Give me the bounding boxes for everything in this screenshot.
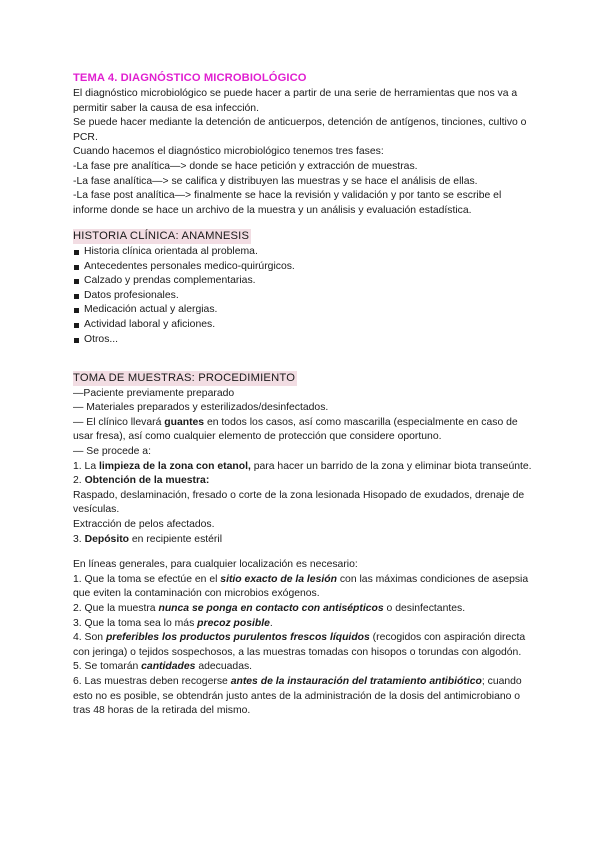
list-item: Datos profesionales. — [73, 289, 535, 304]
general-item: 4. Son preferibles los productos purulentos frescos líquidos (recogidos con aspiración directa con jeringa) o tejidos sospechosos, a las muestras tomadas con hisopos o torundas con algodón. — [73, 632, 526, 658]
toma-heading: TOMA DE MUESTRAS: PROCEDIMIENTO — [73, 372, 296, 385]
phase-post: -La fase post analítica—> finalmente se hace la revisión y validación y por tanto se escribe el informe donde se hace un archivo de la muestra y un análisis y evaluación estadística. — [73, 190, 502, 216]
emphasis: preferibles los productos purulentos frescos líquidos — [105, 632, 370, 644]
phase-pre: -La fase pre analítica—> donde se hace petición y extracción de muestras. — [73, 160, 418, 172]
general-section — [73, 558, 535, 719]
page-title: TEMA 4. DIAGNÓSTICO MICROBIOLÓGICO — [73, 72, 307, 84]
step-2-detail: Extracción de pelos afectados. — [73, 519, 215, 531]
toma-line: — Materiales preparados y esterilizados/desinfectados. — [73, 402, 329, 414]
historia-section — [73, 229, 535, 347]
toma-section — [73, 371, 535, 547]
general-item: 1. Que la toma se efectúe en el sitio exacto de la lesión con las máximas condiciones de asepsia que eviten la contaminación con microbios exógenos. — [73, 573, 529, 600]
general-item: 5. Se tomarán cantidades adecuadas. — [73, 661, 253, 673]
emphasis: Depósito — [84, 533, 130, 545]
intro-paragraph: Cuando hacemos el diagnóstico microbiológico tenemos tres fases: — [73, 146, 384, 158]
historia-heading: HISTORIA CLÍNICA: ANAMNESIS — [73, 230, 250, 243]
spacer — [73, 547, 535, 558]
historia-list — [73, 245, 535, 347]
toma-line: —Paciente previamente preparado — [73, 387, 235, 399]
emphasis: antes de la instauración del tratamiento antibiótico — [230, 675, 482, 687]
list-item: Medicación actual y alergias. — [73, 303, 535, 318]
emphasis: limpieza de la zona con etanol, — [99, 460, 251, 472]
general-item: 6. Las muestras deben recogerse antes de la instauración del tratamiento antibiótico; cuando esto no es posible, se obtendrán justo antes de la administración de la dosis del antimicrobiano o tras 48 horas de la retirada del mismo. — [73, 675, 522, 717]
step-2: 2. Obtención de la muestra: — [73, 475, 210, 487]
emphasis: nunca se ponga en contacto con antisépticos — [158, 603, 384, 614]
emphasis: guantes — [164, 416, 205, 428]
phase-analytic: -La fase analítica—> se califica y distribuyen las muestras y se hace el análisis de ellas. — [73, 175, 478, 187]
emphasis: cantidades — [141, 661, 196, 673]
list-item: Historia clínica orientada al problema. — [73, 245, 535, 260]
emphasis: sitio exacto de la lesión — [220, 573, 337, 585]
list-item: Otros... — [73, 333, 535, 348]
step-3: 3. Depósito en recipiente estéril — [73, 533, 223, 545]
spacer — [73, 218, 535, 229]
general-item: 2. Que la muestra nunca se ponga en contacto con antisépticos o desinfectantes. — [73, 603, 466, 614]
list-item: Calzado y prendas complementarias. — [73, 274, 535, 289]
list-item: Actividad laboral y aficiones. — [73, 318, 535, 333]
intro-paragraph: Se puede hacer mediante la detención de anticuerpos, detención de antígenos, tinciones, cultivo o PCR. — [73, 117, 527, 143]
general-item: 3. Que la toma sea lo más precoz posible. — [73, 617, 273, 629]
spacer — [73, 347, 535, 371]
general-intro: En líneas generales, para cualquier localización es necesario: — [73, 559, 358, 571]
step-1: 1. La limpieza de la zona con etanol, para hacer un barrido de la zona y eliminar biota transeúnte. — [73, 460, 532, 472]
document-page — [73, 70, 535, 719]
step-2-detail: Raspado, deslaminación, fresado o corte de la zona lesionada Hisopado de exudados, drenaje de vesículas. — [73, 489, 525, 516]
emphasis: precoz posible — [197, 617, 270, 629]
toma-line: — El clínico llevará guantes en todos los casos, así como mascarilla (especialmente en caso de usar fresa), así como cualquier elemento de protección que considere oportuno. — [73, 416, 518, 443]
emphasis: Obtención de la muestra: — [84, 475, 210, 487]
list-item: Antecedentes personales medico-quirúrgicos. — [73, 260, 535, 275]
toma-line: — Se procede a: — [73, 446, 151, 458]
intro-section — [73, 87, 535, 218]
intro-paragraph: El diagnóstico microbiológico se puede hacer a partir de una serie de herramientas que nos va a permitir saber la causa de esa infección. — [73, 88, 518, 114]
